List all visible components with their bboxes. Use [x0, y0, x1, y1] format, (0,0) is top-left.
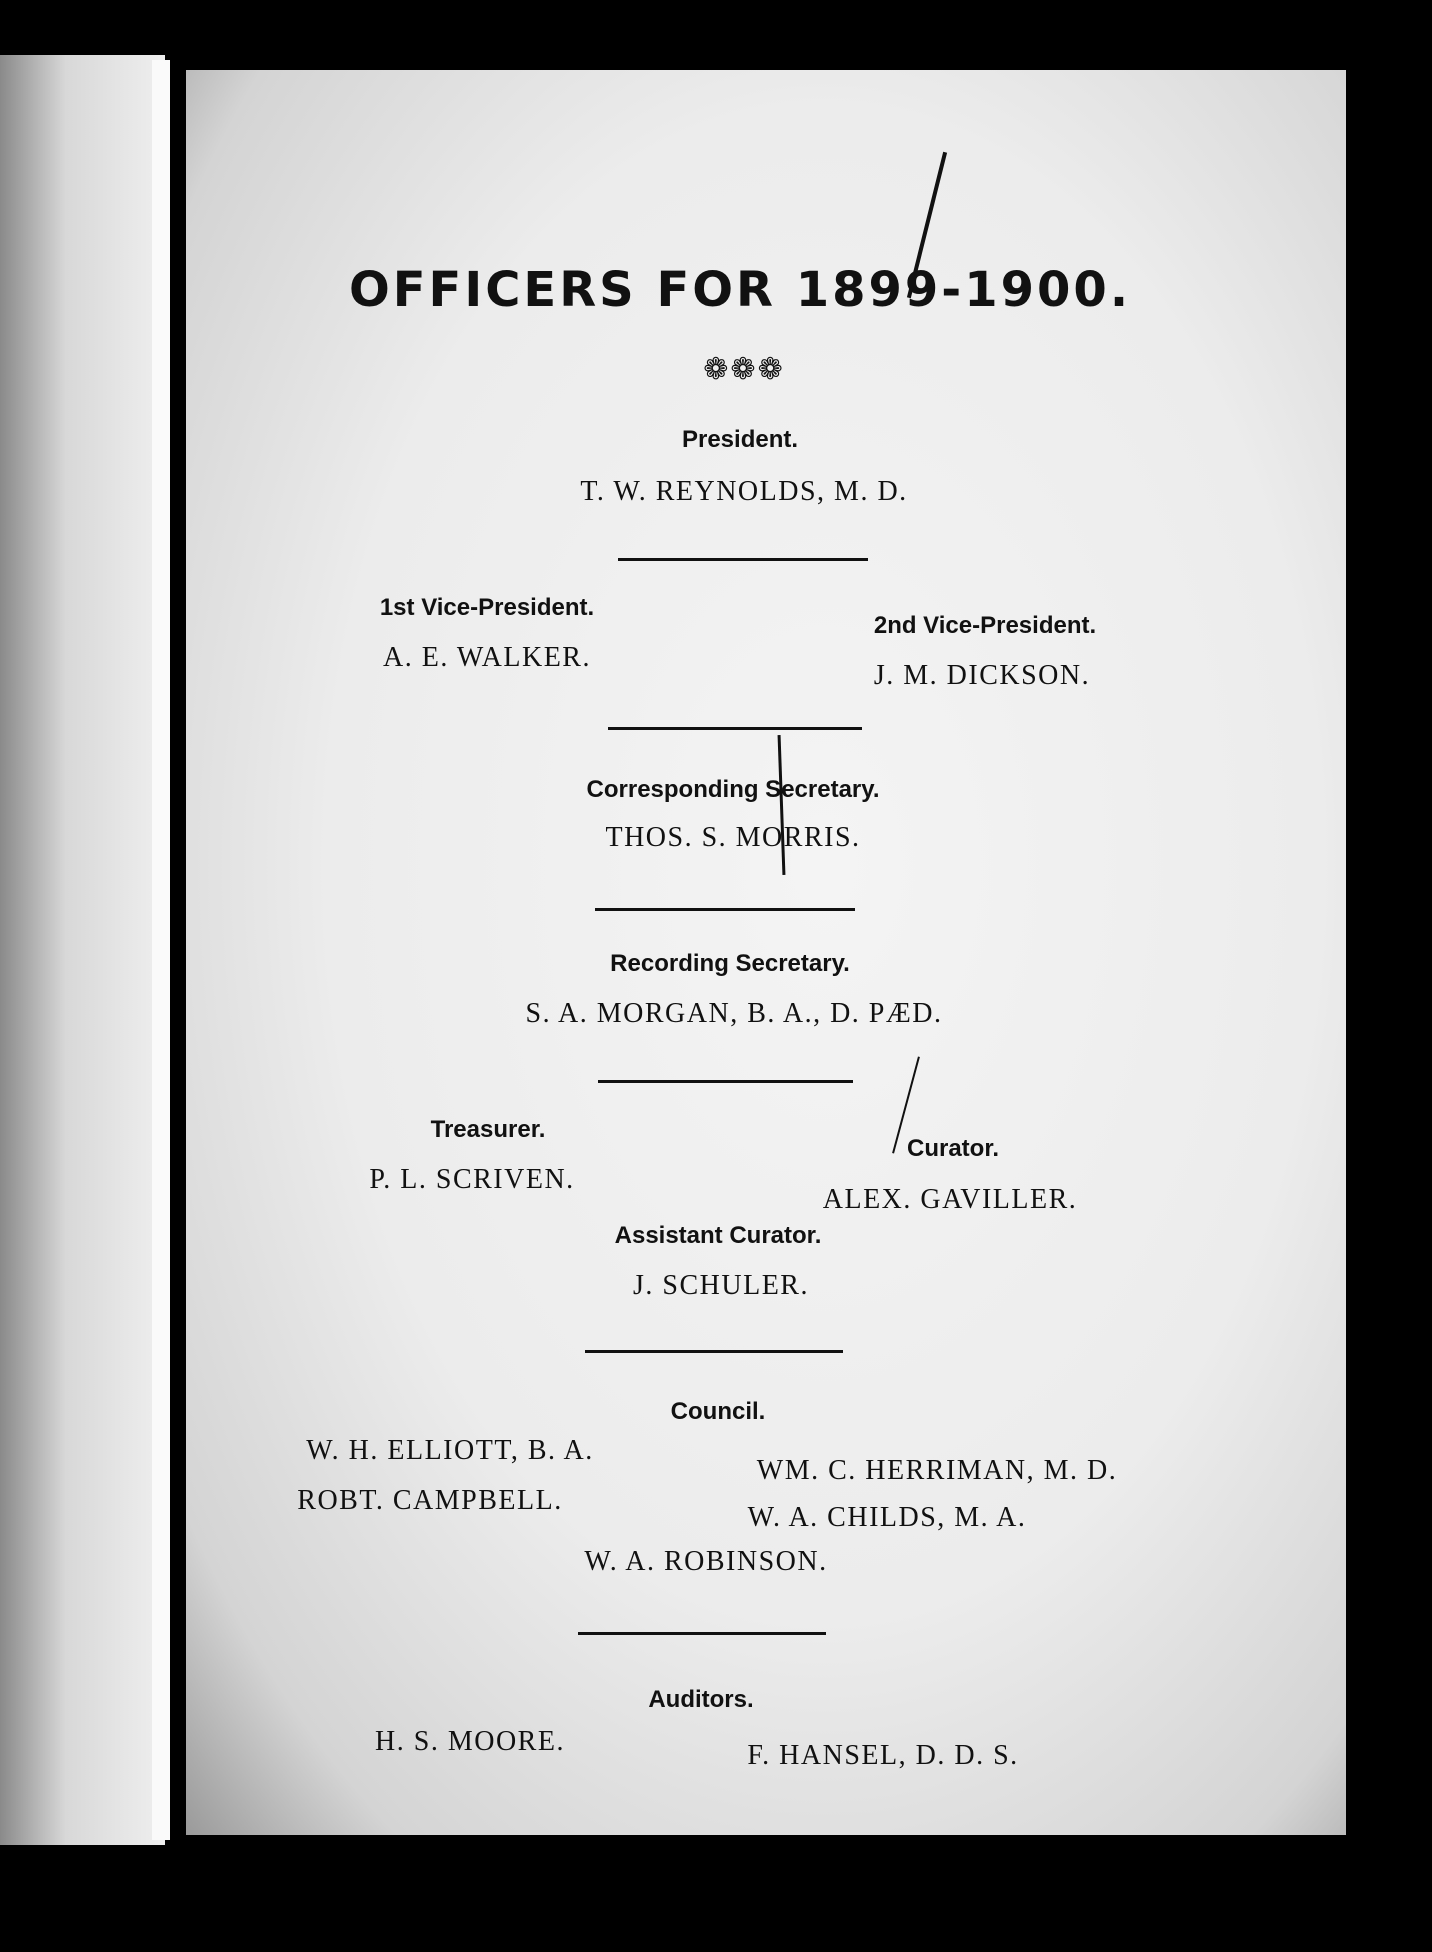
auditor-name: F. HANSEL, D. D. S. — [747, 1740, 1019, 1771]
divider — [598, 1080, 853, 1083]
treasurer-name: P. L. SCRIVEN. — [369, 1164, 575, 1195]
council-member: W. H. ELLIOTT, B. A. — [306, 1435, 594, 1466]
curator-name: ALEX. GAVILLER. — [822, 1184, 1078, 1215]
vice1-role: 1st Vice-President. — [379, 594, 595, 621]
council-member: W. A. ROBINSON. — [584, 1546, 828, 1577]
page-gutter — [152, 60, 170, 1840]
curator-role: Curator. — [906, 1135, 1000, 1162]
council-member: WM. C. HERRIMAN, M. D. — [756, 1455, 1118, 1486]
divider — [595, 908, 855, 911]
ornament-icon: ❁❁❁ — [703, 352, 785, 387]
president-name: T. W. REYNOLDS, M. D. — [580, 476, 908, 507]
divider — [608, 727, 862, 730]
divider — [585, 1350, 843, 1353]
page-title: OFFICERS FOR 1899-1900. — [348, 262, 1132, 318]
divider — [618, 558, 868, 561]
assistant-curator-role: Assistant Curator. — [614, 1222, 822, 1249]
divider — [578, 1632, 826, 1635]
council-member: W. A. CHILDS, M. A. — [747, 1502, 1027, 1533]
president-role: President. — [681, 426, 799, 453]
corresponding-name: THOS. S. MORRIS. — [605, 822, 861, 853]
corresponding-role: Corresponding Secretary. — [586, 776, 880, 803]
vice2-role: 2nd Vice-President. — [873, 612, 1097, 639]
recording-name: S. A. MORGAN, B. A., D. PÆD. — [525, 998, 943, 1029]
vice2-name: J. M. DICKSON. — [873, 660, 1091, 691]
auditors-role: Auditors. — [648, 1686, 754, 1713]
vice1-name: A. E. WALKER. — [383, 642, 591, 673]
auditor-name: H. S. MOORE. — [375, 1726, 565, 1757]
facing-page-edge — [0, 55, 165, 1845]
treasurer-role: Treasurer. — [430, 1116, 546, 1143]
council-member: ROBT. CAMPBELL. — [297, 1485, 563, 1516]
recording-role: Recording Secretary. — [610, 950, 850, 977]
assistant-curator-name: J. SCHULER. — [633, 1270, 809, 1301]
council-role: Council. — [670, 1398, 766, 1425]
